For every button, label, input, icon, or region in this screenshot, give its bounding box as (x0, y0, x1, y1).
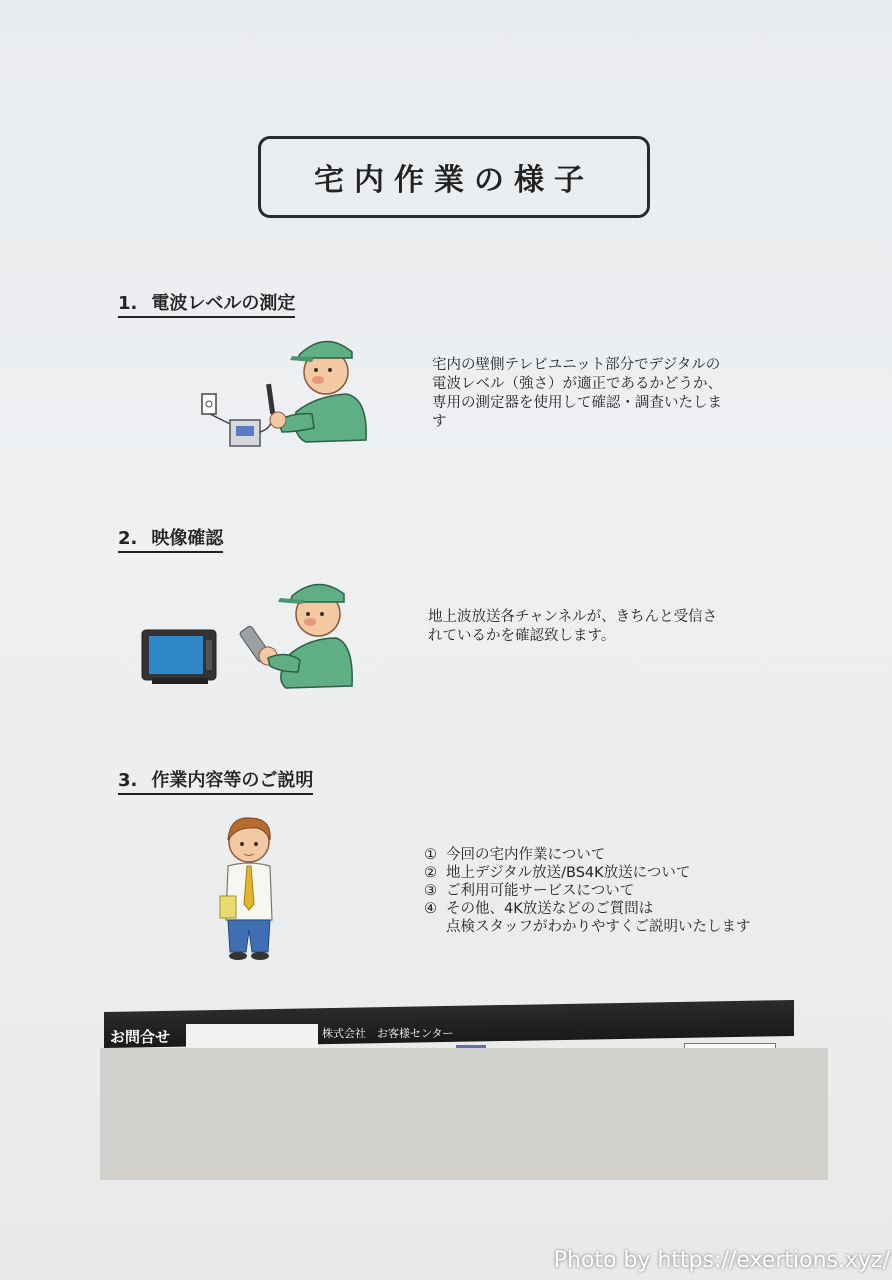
section-1-line: 宅内の壁側テレビユニット部分でデジタルの (432, 357, 721, 373)
section-3-list (424, 846, 824, 936)
section-3-title: 作業内容等のご説明 (151, 770, 314, 791)
photo-credit: Photo by https://exertions.xyz/ (553, 1248, 890, 1273)
section-1-line: す (432, 414, 447, 430)
worker-measuring-illustration (196, 328, 372, 454)
section-1-number: 1. (118, 293, 138, 314)
section-1-heading (118, 289, 295, 318)
redacted-block (186, 1024, 318, 1048)
redacted-contact-area (100, 1048, 828, 1180)
worker-tv-check-illustration (140, 574, 360, 694)
list-continuation: 点検スタッフがわかりやすくご説明いたします (446, 919, 751, 935)
list-item: ④ その他、4K放送などのご質問は (424, 901, 654, 917)
section-3-heading (118, 766, 313, 795)
list-item: ② 地上デジタル放送/BS4K放送について (424, 865, 691, 881)
section-1-description (432, 356, 792, 432)
section-2-line: れているかを確認致します。 (428, 628, 616, 644)
section-1-line: 専用の測定器を使用して確認・調査いたしま (432, 395, 722, 411)
section-2-description (428, 608, 788, 646)
staff-explaining-illustration (214, 812, 284, 962)
list-item: ① 今回の宅内作業について (424, 847, 606, 863)
section-2-number: 2. (118, 528, 138, 549)
section-3-number: 3. (118, 770, 138, 791)
wall-outlet-icon (202, 394, 216, 414)
contact-label: お問合せ (110, 1028, 171, 1046)
list-item: ③ ご利用可能サービスについて (424, 883, 635, 899)
page-title: 宅内作業の様子 (258, 136, 650, 218)
section-2-line: 地上波放送各チャンネルが、きちんと受信さ (428, 609, 718, 625)
section-1-title: 電波レベルの測定 (151, 293, 296, 314)
section-2-title: 映像確認 (151, 528, 224, 549)
tv-icon (142, 630, 216, 684)
section-1-line: 電波レベル（強さ）が適正であるかどうか、 (432, 376, 722, 392)
company-name: 株式会社 お客様センター (322, 1027, 454, 1040)
section-2-heading (118, 524, 223, 553)
